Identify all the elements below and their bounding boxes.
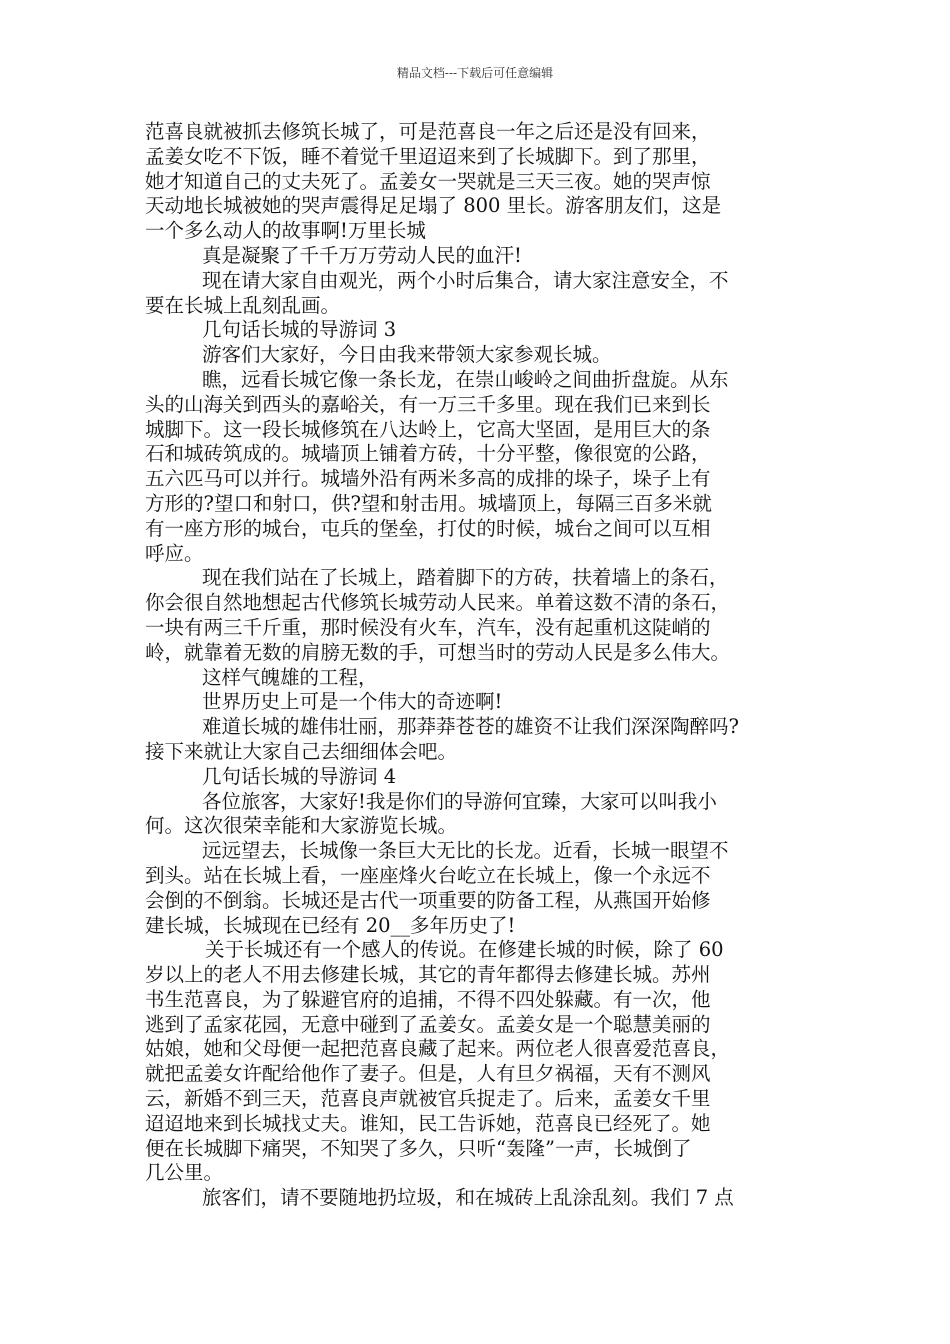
text-line: 会倒的不倒翁。长城还是古代一项重要的防备工程，从燕国开始修 xyxy=(145,888,711,912)
text-line: 岁以上的老人不用去修建长城，其它的青年都得去修建长城。苏州 xyxy=(145,963,711,987)
text-line: 何。这次很荣幸能和大家游览长城。 xyxy=(145,814,458,838)
text-line: 天动地长城被她的哭声震得足足塌了 800 里长。游客朋友们，这是 xyxy=(145,194,722,218)
text-line: 现在请大家自由观光，两个小时后集合，请大家注意安全，不 xyxy=(202,268,729,292)
text-line: 要在长城上乱刻乱画。 xyxy=(145,293,341,317)
text-line: 头的山海关到西头的嘉峪关，有一万三千多里。现在我们已来到长 xyxy=(145,392,711,416)
text-line: 瞧，远看长城它像一条长龙，在崇山峻岭之间曲折盘旋。从东 xyxy=(202,367,729,391)
text-line: 现在我们站在了长城上，踏着脚下的方砖，扶着墙上的条石， xyxy=(202,566,729,590)
text-line: 世界历史上可是一个伟大的奇迹啊! xyxy=(202,690,503,714)
text-line: 各位旅客，大家好!我是你们的导游何宜臻，大家可以叫我小 xyxy=(202,789,717,813)
text-line: 有一座方形的城台，屯兵的堡垒，打仗的时候，城台之间可以互相 xyxy=(145,516,711,540)
text-line: 游客们大家好，今日由我来带领大家参观长城。 xyxy=(202,343,612,367)
text-line: 城脚下。这一段长城修筑在八达岭上，它高大坚固，是用巨大的条 xyxy=(145,417,711,441)
text-line: 难道长城的雄伟壮丽，那莽莽苍苍的雄资不让我们深深陶醉吗? xyxy=(202,715,739,739)
text-line: 呼应。 xyxy=(145,541,204,565)
page-header: 精品文档---下载后可任意编辑 xyxy=(396,66,554,80)
text-line: 便在长城脚下痛哭，不知哭了多久，只听“轰隆”一声，长城倒了 xyxy=(145,1136,692,1160)
text-line: 到头。站在长城上看，一座座烽火台屹立在长城上，像一个永远不 xyxy=(145,863,711,887)
text-line: 建长城，长城现在已经有 20__多年历史了! xyxy=(145,913,516,937)
text-line: 岭，就靠着无数的肩膀无数的手，可想当时的劳动人民是多么伟大。 xyxy=(145,640,731,664)
text-line: 一个多么动人的故事啊!万里长城 xyxy=(145,219,426,243)
text-line: 云，新婚不到三天，范喜良声就被官兵捉走了。后来，孟姜女千里 xyxy=(145,1087,711,1111)
section-heading: 几句话长城的导游词 4 xyxy=(202,764,397,788)
text-line: 这样气魄雄的工程， xyxy=(202,665,378,689)
text-line: 书生范喜良，为了躲避官府的追捕，不得不四处躲藏。有一次，他 xyxy=(145,987,711,1011)
text-line: 范喜良就被抓去修筑长城了，可是范喜良一年之后还是没有回来， xyxy=(145,120,711,143)
section-heading: 几句话长城的导游词 3 xyxy=(202,318,397,342)
text-line: 迢迢地来到长城找丈夫。谁知，民工告诉她，范喜良已经死了。她 xyxy=(145,1111,711,1135)
text-line: 她才知道自己的丈夫死了。孟姜女一哭就是三天三夜。她的哭声惊 xyxy=(145,169,711,193)
text-line: 方形的?望口和射口，供?望和射击用。城墙顶上，每隔三百多米就 xyxy=(145,491,712,515)
text-line: 石和城砖筑成的。城墙顶上铺着方砖，十分平整，像很宽的公路， xyxy=(145,442,711,466)
text-line: 五六匹马可以并行。城墙外沿有两米多高的成排的垛子，垛子上有 xyxy=(145,467,711,491)
text-line: 姑娘，她和父母便一起把范喜良藏了起来。两位老人很喜爱范喜良， xyxy=(145,1037,731,1061)
text-line: 逃到了孟家花园，无意中碰到了孟姜女。孟姜女是一个聪慧美丽的 xyxy=(145,1012,711,1036)
text-line: 几公里。 xyxy=(145,1161,224,1185)
text-line: 就把孟姜女许配给他作了妻子。但是，人有旦夕祸福，天有不测风 xyxy=(145,1062,711,1086)
text-line: 一块有两三千斤重，那时候没有火车，汽车，没有起重机这陡峭的 xyxy=(145,615,711,639)
text-line: 旅客们，请不要随地扔垃圾，和在城砖上乱涂乱刻。我们 7 点 xyxy=(202,1186,734,1210)
text-line: 你会很自然地想起古代修筑长城劳动人民来。单着这数不清的条石， xyxy=(145,591,731,615)
text-line: 真是凝聚了千千万万劳动人民的血汗! xyxy=(202,243,522,267)
document-body xyxy=(145,120,817,1211)
text-line: 接下来就让大家自己去细细体会吧。 xyxy=(145,739,458,763)
text-line: 远远望去，长城像一条巨大无比的长龙。近看，长城一眼望不 xyxy=(202,839,729,863)
text-line: 孟姜女吃不下饭，睡不着觉千里迢迢来到了长城脚下。到了那里， xyxy=(145,144,711,168)
text-line: 关于长城还有一个感人的传说。在修建长城的时候，除了 60 xyxy=(205,938,724,962)
